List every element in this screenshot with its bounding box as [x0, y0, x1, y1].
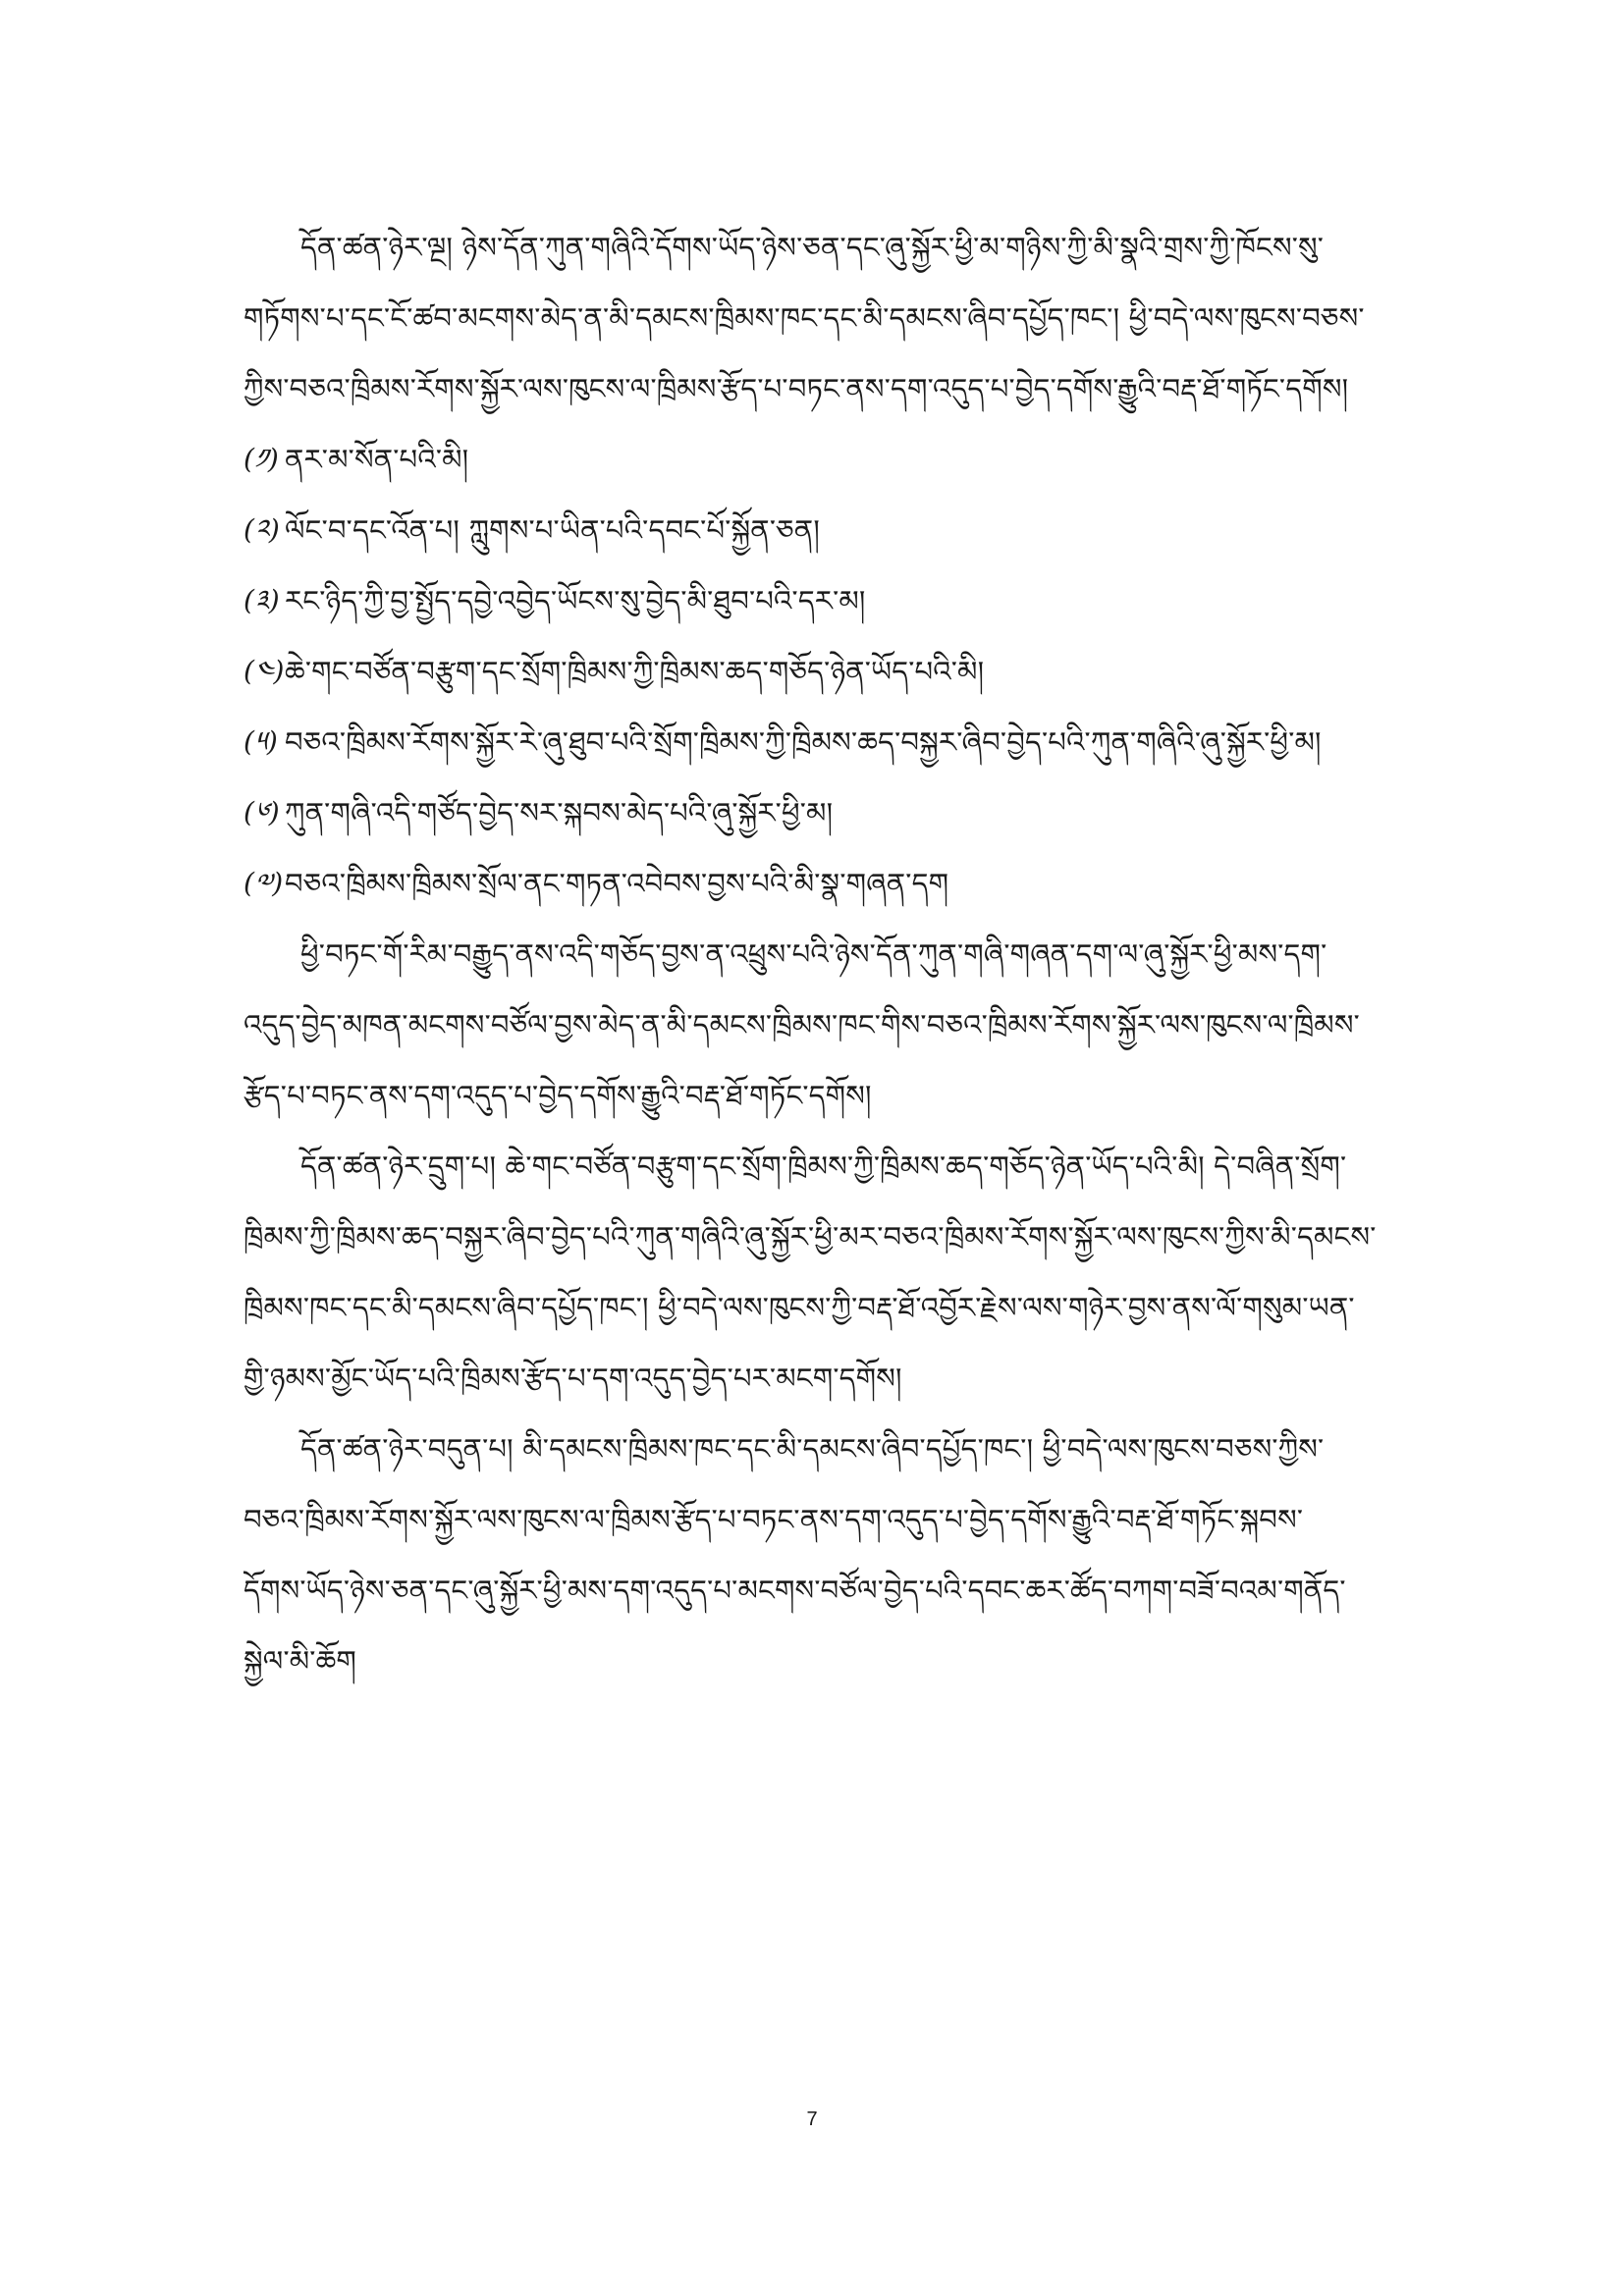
- text-line: ཕྱི་བཏང་གོ་རིམ་བརྒྱུད་ནས་འདི་གཅོད་བྱས་ན་འཕྲུས་པའི་ཉེས་དོན་ཀུན་གཞི་གཞན་དག་ལ་ཞུ་སྐྱོར་ཕྱི་མས་དག་: [300, 937, 1327, 971]
- text-line: གྱི་ཉམས་མྱོང་ཡོད་པའི་ཁྲིམས་རྩོད་པ་དག་འདུད་བྱེད་པར་མངག་དགོས།: [244, 1362, 902, 1395]
- list-marker: (༥): [244, 725, 278, 758]
- list-item: [244, 707, 1382, 777]
- document-body: [244, 212, 1382, 1696]
- text-line: དོགས་ཡོད་ཉེས་ཅན་དང་ཞུ་སྐྱོར་ཕྱི་མས་དག་འདུད་པ་མངགས་བཙོལ་བྱེད་པའི་དབང་ཆར་ཚོད་བཀག་བཟོ་བའམ་གནོད་: [244, 1574, 1346, 1607]
- list-marker: (༤): [244, 655, 285, 687]
- list-item-text: རང་ཉིད་ཀྱི་བྱ་སྤྱོད་དབྱེ་འབྱེད་ཡོངས་སུ་བྱེད་མི་ཐུབ་པའི་དར་མ།: [285, 584, 866, 617]
- list-item-text: བཅའ་ཁྲིམས་རོགས་སྐྱོར་རེ་ཞུ་ཐུབ་པའི་སྲོག་ཁྲིམས་ཀྱི་ཁྲིམས་ཆད་བསྐྱར་ཞིབ་བྱེད་པའི་ཀུན་གཞིའི་ཞུ་སྐྱོར་ཕྱི་མ།: [285, 725, 1322, 759]
- paragraph-article-26: [244, 1131, 1382, 1414]
- list-item-text: ནར་མ་སོན་པའི་མི།: [285, 443, 469, 476]
- text-line: ཁྲིམས་ཀྱི་ཁྲིམས་ཆད་བསྐྱར་ཞིབ་བྱེད་པའི་ཀུན་གཞིའི་ཞུ་སྐྱོར་ཕྱི་མར་བཅའ་ཁྲིམས་རོགས་སྐྱོར་ལས་ཁུངས་ཀྱིས་མི་དམངས་: [244, 1220, 1377, 1254]
- list-item: [244, 565, 1382, 636]
- list-item: [244, 777, 1382, 848]
- list-item-text: ཀུན་གཞི་འདི་གཙོད་བྱེད་སར་སྐབས་མེད་པའི་ཞུ་སྐྱོར་ཕྱི་མ།: [285, 796, 834, 829]
- paragraph-appointment-notice: [244, 919, 1382, 1131]
- text-line: དོན་ཚན་ཉེར་དྲུག་པ། ཆེ་གང་བཙོན་བརྩུག་དང་སྲོག་ཁྲིམས་ཀྱི་ཁྲིམས་ཆད་གཅོད་ཉེན་ཡོད་པའི་མི། དེ་བཞིན་སྲོག་: [300, 1149, 1347, 1183]
- list-item: [244, 495, 1382, 565]
- text-line: གཏོགས་པ་དང་ངོ་ཚབ་མངགས་མེད་ན་མི་དམངས་ཁྲིམས་ཁང་དང་མི་དམངས་ཞིབ་དཔྱོད་ཁང་། ཕྱི་བདེ་ལས་ཁུངས་བཅས་: [244, 301, 1365, 335]
- text-line: དོན་ཚན་ཉེར་བདུན་པ། མི་དམངས་ཁྲིམས་ཁང་དང་མི་དམངས་ཞིབ་དཔྱོད་ཁང་། ཕྱི་བདེ་ལས་ཁུངས་བཅས་ཀྱིས་: [300, 1432, 1325, 1466]
- paragraph-article-25: [244, 212, 1382, 424]
- text-line: སྐྱེལ་མི་ཆོག: [244, 1644, 357, 1678]
- list-marker: (༢): [244, 513, 280, 546]
- text-line: དོན་ཚན་ཉེར་ལྔ། ཉེས་དོན་ཀུན་གཞིའི་དོགས་ཡོད་ཉེས་ཅན་དང་ཞུ་སྐྱོར་ཕྱི་མ་གཉིས་ཀྱི་མི་སྣའི་གྲས་ཀྱི་ཁོངས་སུ་: [300, 231, 1325, 264]
- list-item: [244, 424, 1382, 495]
- text-line: བཅའ་ཁྲིམས་རོགས་སྐྱོར་ལས་ཁུངས་ལ་ཁྲིམས་རྩོད་པ་བཏང་ནས་དག་འདུད་པ་བྱེད་དགོས་རྒྱུའི་བརྡ་ཐོ་གཏོང་སྐབས་: [244, 1503, 1304, 1536]
- paragraph-article-27: [244, 1414, 1382, 1696]
- text-line: ཁྲིམས་ཁང་དང་མི་དམངས་ཞིབ་དཔྱོད་ཁང་། ཕྱི་བདེ་ལས་ཁུངས་ཀྱི་བརྡ་ཐོ་འབྱོར་རྗེས་ལས་གཉེར་བྱས་ནས་ལོ་གསུམ་ཡན་: [244, 1291, 1355, 1324]
- list-marker: (༣): [244, 584, 280, 616]
- text-line: ཀྱིས་བཅའ་ཁྲིམས་རོགས་སྐྱོར་ལས་ཁུངས་ལ་ཁྲིམས་རྩོད་པ་བཏང་ནས་དག་འདུད་པ་བྱེད་དགོས་རྒྱུའི་བརྡ་ཐོ་གཏོང་དགོས།: [244, 372, 1349, 405]
- list-item: [244, 848, 1382, 919]
- list-item: [244, 636, 1382, 707]
- list-item-text: ལོང་བ་དང་འོན་པ། ཀླུགས་པ་ཡིན་པའི་དབང་པོ་སྐྱོན་ཅན།: [285, 513, 820, 547]
- list-marker: (༡): [244, 443, 279, 475]
- text-line: འདུད་བྱེད་མཁན་མངགས་བཙོལ་བྱས་མེད་ན་མི་དམངས་ཁྲིམས་ཁང་གིས་བཅའ་ཁྲིམས་རོགས་སྐྱོར་ལས་ཁུངས་ལ་ཁྲིམས་: [244, 1008, 1360, 1041]
- list-item-text: བཅའ་ཁྲིམས་ཁྲིམས་སྲོལ་ནང་གཏན་འབེབས་བྱས་པའི་མི་སྣ་གཞན་དག: [285, 867, 949, 900]
- page-number: 7: [806, 2109, 818, 2130]
- list-marker: (༧): [244, 867, 284, 899]
- list-marker: (༦): [244, 796, 280, 828]
- list-item-text: ཆེ་གང་བཙོན་བརྩུག་དང་སྲོག་ཁྲིམས་ཀྱི་ཁྲིམས་ཆད་གཅོད་ཉེན་ཡོད་པའི་མི།: [285, 655, 985, 688]
- numbered-list: [244, 424, 1382, 919]
- text-line: རྩོད་པ་བཏང་ནས་དག་འདུད་པ་བྱེད་དགོས་རྒྱུའི་བརྡ་ཐོ་གཏོང་དགོས།: [244, 1079, 872, 1112]
